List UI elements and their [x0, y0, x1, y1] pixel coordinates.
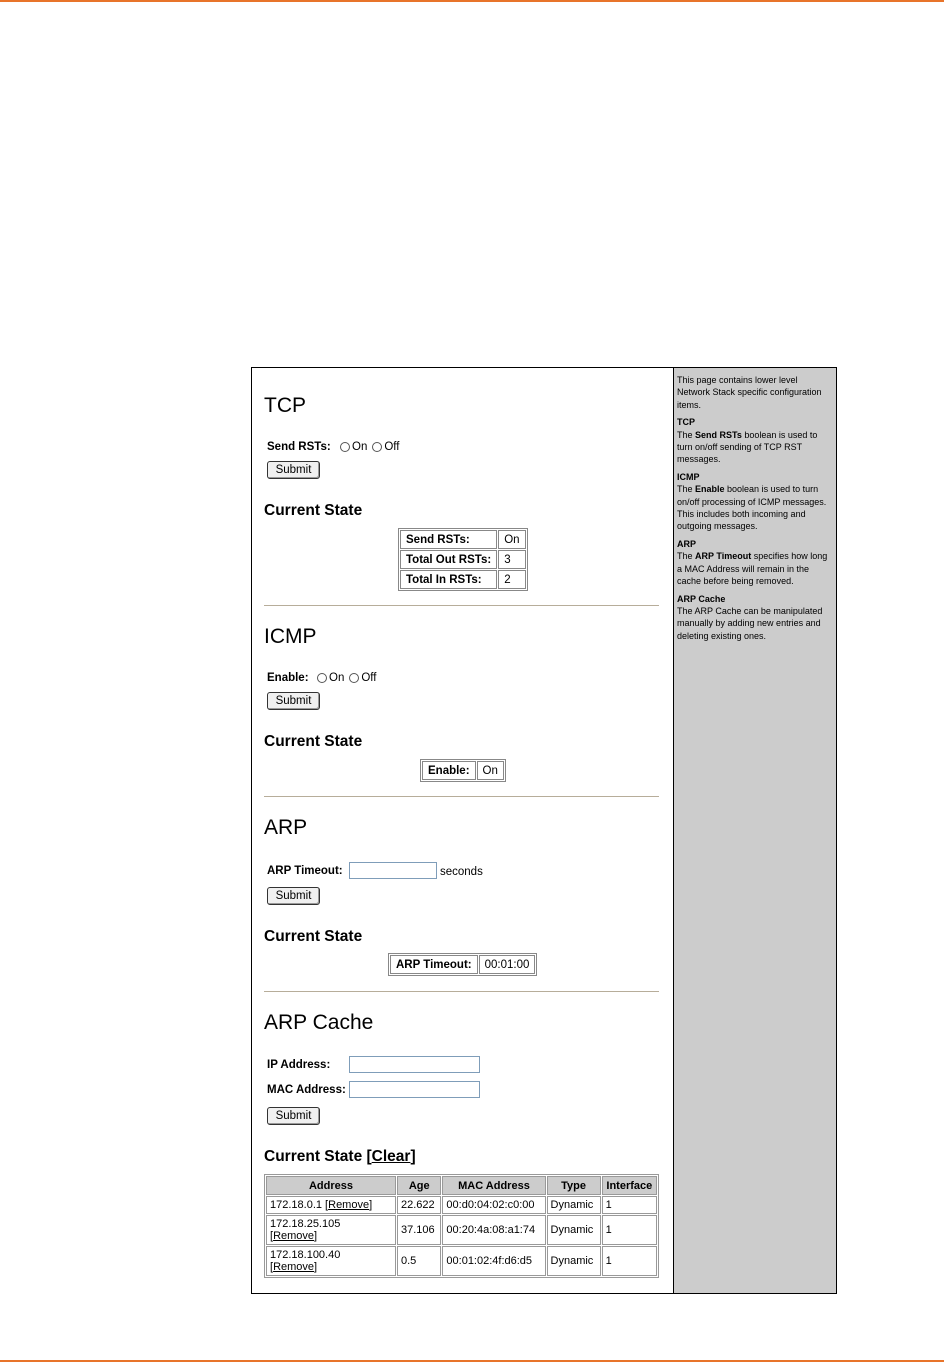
mac-cell: 00:01:02:4f:d6:d5 [442, 1246, 545, 1276]
interface-cell: 1 [602, 1215, 657, 1245]
state-key: Send RSTs: [400, 530, 497, 549]
arp-cache-table [264, 1174, 659, 1278]
send-rsts-label: Send RSTs: [267, 441, 331, 453]
state-value: 2 [498, 570, 525, 589]
icmp-enable-on-option[interactable]: On [317, 672, 344, 684]
ip-address-label: IP Address: [267, 1059, 331, 1071]
icmp-enable-off-option[interactable]: Off [349, 672, 376, 684]
mac-cell: 00:20:4a:08:a1:74 [442, 1215, 545, 1245]
arp-current-state-title: Current State [264, 928, 363, 945]
help-arp-cache-heading: ARP Cache [677, 593, 726, 604]
tcp-current-state-title: Current State [264, 502, 363, 519]
arp-cache-submit-button[interactable]: Submit [267, 1107, 320, 1125]
column-header: Age [397, 1176, 441, 1195]
section-divider [264, 991, 659, 992]
tcp-title: TCP [264, 394, 306, 417]
state-value: On [477, 761, 504, 780]
tcp-state-table [398, 528, 528, 591]
icmp-submit-button[interactable]: Submit [267, 692, 320, 710]
address-cell: 172.18.0.1 [Remove] [266, 1196, 396, 1214]
section-divider [264, 796, 659, 797]
state-value: On [498, 530, 525, 549]
radio-on-icon[interactable] [317, 673, 327, 683]
interface-cell: 1 [602, 1196, 657, 1214]
state-value: 00:01:00 [479, 955, 536, 974]
arp-cache-title: ARP Cache [264, 1011, 374, 1034]
mac-cell: 00:d0:04:02:c0:00 [442, 1196, 545, 1214]
table-row [400, 570, 526, 589]
help-icmp: ICMP The Enable boolean is used to turn on/off processing of ICMP messages. This includes both incoming and outgoing messages. [677, 471, 833, 533]
column-header: Type [547, 1176, 601, 1195]
table-row [266, 1246, 657, 1276]
help-icmp-heading: ICMP [677, 471, 700, 482]
table-header-row [266, 1176, 657, 1195]
address-cell: 172.18.25.105 [Remove] [266, 1215, 396, 1245]
icmp-current-state-title: Current State [264, 733, 363, 750]
remove-link[interactable]: Remove [328, 1199, 370, 1211]
remove-link[interactable]: Remove [273, 1230, 315, 1242]
mac-address-input[interactable] [349, 1081, 480, 1098]
table-row [266, 1215, 657, 1245]
arp-title: ARP [264, 816, 308, 839]
table-row [400, 550, 526, 569]
help-intro: This page contains lower level Network Stack specific configuration items. [677, 375, 822, 410]
top-rule [0, 0, 944, 2]
state-key: Enable: [422, 761, 476, 780]
help-arp-cache: ARP Cache The ARP Cache can be manipulated manually by adding new entries and deleting existing ones. [677, 593, 833, 643]
icmp-state-table [420, 759, 506, 782]
help-tcp: TCP The Send RSTs boolean is used to turn on/off sending of TCP RST messages. [677, 416, 833, 466]
arp-state-table [388, 953, 537, 976]
bottom-rule [0, 1360, 944, 1362]
help-arp-heading: ARP [677, 538, 697, 549]
arp-timeout-label: ARP Timeout: [267, 865, 343, 877]
send-rsts-on-option[interactable]: On [340, 441, 367, 453]
column-header: Address [266, 1176, 396, 1195]
state-key: Total In RSTs: [400, 570, 497, 589]
radio-on-icon[interactable] [340, 442, 350, 452]
icmp-enable-label: Enable: [267, 672, 309, 684]
address-cell: 172.18.100.40 [Remove] [266, 1246, 396, 1276]
type-cell: Dynamic [547, 1215, 601, 1245]
ip-address-input[interactable] [349, 1056, 480, 1073]
table-row [400, 530, 526, 549]
type-cell: Dynamic [547, 1196, 601, 1214]
age-cell: 22.622 [397, 1196, 441, 1214]
icmp-enable-radio-group [317, 672, 381, 684]
help-sidebar [673, 368, 836, 1293]
arp-cache-current-state-title: Current State [Clear] [264, 1148, 416, 1165]
state-value: 3 [498, 550, 525, 569]
column-header: Interface [602, 1176, 657, 1195]
icmp-title: ICMP [264, 625, 317, 648]
radio-off-icon[interactable] [349, 673, 359, 683]
clear-link[interactable]: Clear [371, 1148, 411, 1165]
age-cell: 37.106 [397, 1215, 441, 1245]
remove-link[interactable]: Remove [273, 1261, 315, 1273]
send-rsts-off-option[interactable]: Off [372, 441, 399, 453]
config-frame [251, 367, 837, 1294]
send-rsts-radio-group [340, 441, 404, 453]
section-divider [264, 605, 659, 606]
help-tcp-heading: TCP [677, 417, 695, 428]
table-row [390, 955, 535, 974]
help-arp: ARP The ARP Timeout specifies how long a MAC Address will remain in the cache before being removed. [677, 538, 833, 588]
arp-submit-button[interactable]: Submit [267, 887, 320, 905]
type-cell: Dynamic [547, 1246, 601, 1276]
radio-off-icon[interactable] [372, 442, 382, 452]
state-key: Total Out RSTs: [400, 550, 497, 569]
tcp-submit-button[interactable]: Submit [267, 461, 320, 479]
age-cell: 0.5 [397, 1246, 441, 1276]
state-key: ARP Timeout: [390, 955, 478, 974]
mac-address-label: MAC Address: [267, 1084, 346, 1096]
table-row [422, 761, 504, 780]
interface-cell: 1 [602, 1246, 657, 1276]
arp-timeout-input[interactable] [349, 862, 437, 879]
arp-timeout-unit: seconds [440, 866, 483, 878]
config-main-panel [252, 368, 673, 1293]
column-header: MAC Address [442, 1176, 545, 1195]
table-row [266, 1196, 657, 1214]
